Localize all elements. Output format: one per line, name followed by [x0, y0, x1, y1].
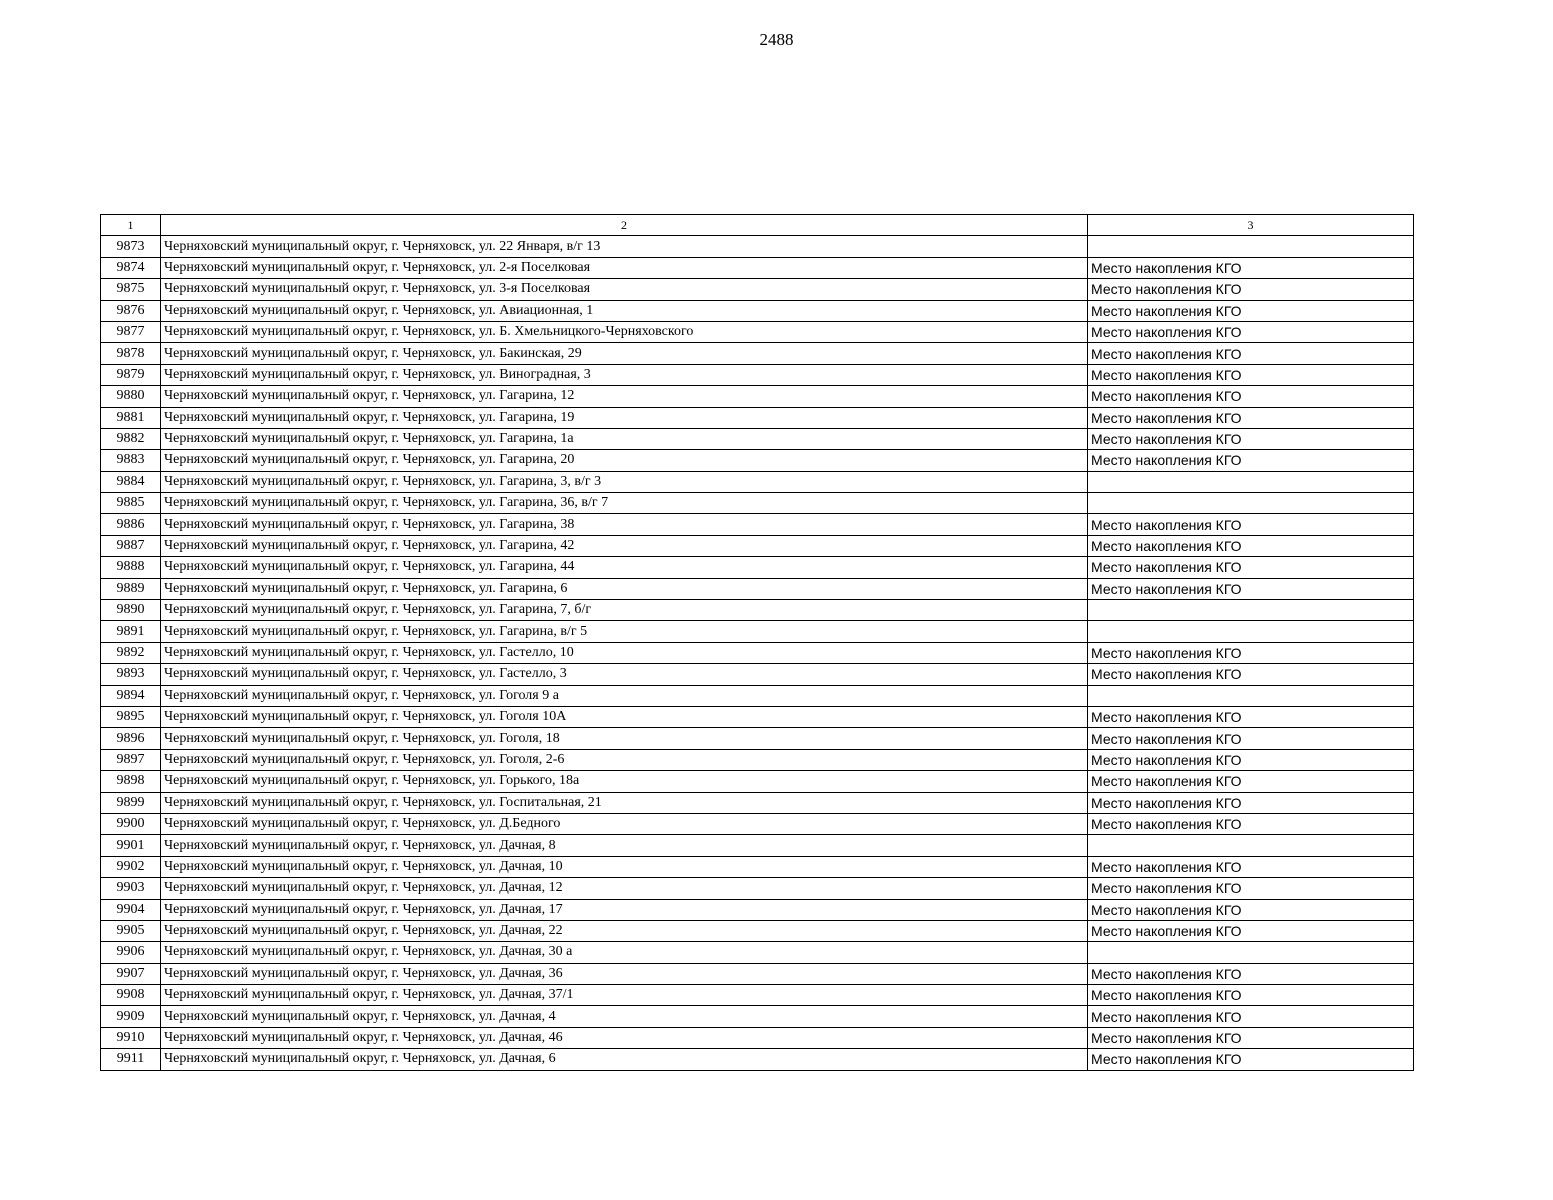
- address-cell: Черняховский муниципальный округ, г. Черняховск, ул. Гоголя, 18: [161, 728, 1088, 749]
- table-row: [101, 664, 1414, 685]
- row-number-cell: 9891: [101, 621, 161, 642]
- address-cell: Черняховский муниципальный округ, г. Черняховск, ул. Б. Хмельницкого-Черняховского: [161, 321, 1088, 342]
- address-cell: Черняховский муниципальный округ, г. Черняховск, ул. Гастелло, 3: [161, 664, 1088, 685]
- table-row: [101, 557, 1414, 578]
- address-cell: Черняховский муниципальный округ, г. Черняховск, ул. Госпитальная, 21: [161, 792, 1088, 813]
- row-number-cell: 9880: [101, 386, 161, 407]
- type-cell: [1088, 942, 1414, 963]
- row-number-cell: 9899: [101, 792, 161, 813]
- address-cell: Черняховский муниципальный округ, г. Черняховск, ул. Дачная, 36: [161, 963, 1088, 984]
- address-cell: Черняховский муниципальный округ, г. Черняховск, ул. Виноградная, 3: [161, 364, 1088, 385]
- row-number-cell: 9875: [101, 279, 161, 300]
- row-number-cell: 9881: [101, 407, 161, 428]
- type-cell: Место накопления КГО: [1088, 300, 1414, 321]
- row-number-cell: 9884: [101, 471, 161, 492]
- table-row: [101, 792, 1414, 813]
- header-row: [101, 215, 1414, 236]
- table-row: [101, 407, 1414, 428]
- row-number-cell: 9897: [101, 749, 161, 770]
- type-cell: Место накопления КГО: [1088, 1027, 1414, 1048]
- table-row: [101, 493, 1414, 514]
- row-number-cell: 9902: [101, 856, 161, 877]
- address-cell: Черняховский муниципальный округ, г. Черняховск, ул. Гагарина, 3, в/г 3: [161, 471, 1088, 492]
- type-cell: Место накопления КГО: [1088, 321, 1414, 342]
- address-cell: Черняховский муниципальный округ, г. Черняховск, ул. Гагарина, 19: [161, 407, 1088, 428]
- address-cell: Черняховский муниципальный округ, г. Черняховск, ул. Гоголя 9 а: [161, 685, 1088, 706]
- address-cell: Черняховский муниципальный округ, г. Черняховск, ул. Дачная, 12: [161, 878, 1088, 899]
- row-number-cell: 9894: [101, 685, 161, 706]
- address-cell: Черняховский муниципальный округ, г. Черняховск, ул. Гоголя, 2-6: [161, 749, 1088, 770]
- row-number-cell: 9903: [101, 878, 161, 899]
- page-number: 2488: [759, 30, 794, 49]
- type-cell: Место накопления КГО: [1088, 386, 1414, 407]
- table-body: [101, 215, 1414, 1071]
- row-number-cell: 9900: [101, 813, 161, 834]
- address-cell: Черняховский муниципальный округ, г. Черняховск, ул. Гагарина, 1а: [161, 428, 1088, 449]
- table-row: [101, 386, 1414, 407]
- address-cell: Черняховский муниципальный округ, г. Черняховск, ул. Дачная, 4: [161, 1006, 1088, 1027]
- row-number-cell: 9879: [101, 364, 161, 385]
- address-cell: Черняховский муниципальный округ, г. Черняховск, ул. Гагарина, 6: [161, 578, 1088, 599]
- type-cell: [1088, 621, 1414, 642]
- row-number-cell: 9904: [101, 899, 161, 920]
- table-row: [101, 450, 1414, 471]
- type-cell: Место накопления КГО: [1088, 985, 1414, 1006]
- table-row: [101, 985, 1414, 1006]
- row-number-cell: 9901: [101, 835, 161, 856]
- row-number-cell: 9905: [101, 920, 161, 941]
- table-row: [101, 1049, 1414, 1070]
- address-cell: Черняховский муниципальный округ, г. Черняховск, ул. Дачная, 30 а: [161, 942, 1088, 963]
- row-number-cell: 9882: [101, 428, 161, 449]
- row-number-cell: 9907: [101, 963, 161, 984]
- type-cell: Место накопления КГО: [1088, 792, 1414, 813]
- table-row: [101, 813, 1414, 834]
- type-cell: Место накопления КГО: [1088, 642, 1414, 663]
- row-number-cell: 9898: [101, 771, 161, 792]
- type-cell: Место накопления КГО: [1088, 343, 1414, 364]
- row-number-cell: 9909: [101, 1006, 161, 1027]
- row-number-cell: 9888: [101, 557, 161, 578]
- address-cell: Черняховский муниципальный округ, г. Черняховск, ул. Гагарина, 36, в/г 7: [161, 493, 1088, 514]
- table-row: [101, 236, 1414, 257]
- row-number-cell: 9874: [101, 257, 161, 278]
- table-row: [101, 428, 1414, 449]
- row-number-cell: 9877: [101, 321, 161, 342]
- address-cell: Черняховский муниципальный округ, г. Черняховск, ул. Гастелло, 10: [161, 642, 1088, 663]
- address-cell: Черняховский муниципальный округ, г. Черняховск, ул. Д.Бедного: [161, 813, 1088, 834]
- type-cell: Место накопления КГО: [1088, 706, 1414, 727]
- row-number-cell: 9873: [101, 236, 161, 257]
- row-number-cell: 9890: [101, 600, 161, 621]
- address-cell: Черняховский муниципальный округ, г. Черняховск, ул. Бакинская, 29: [161, 343, 1088, 364]
- table-row: [101, 279, 1414, 300]
- row-number-cell: 9878: [101, 343, 161, 364]
- table-row: [101, 920, 1414, 941]
- address-cell: Черняховский муниципальный округ, г. Черняховск, ул. Дачная, 6: [161, 1049, 1088, 1070]
- type-cell: Место накопления КГО: [1088, 407, 1414, 428]
- table-row: [101, 835, 1414, 856]
- table-row: [101, 728, 1414, 749]
- row-number-cell: 9895: [101, 706, 161, 727]
- type-cell: Место накопления КГО: [1088, 279, 1414, 300]
- type-cell: Место накопления КГО: [1088, 856, 1414, 877]
- table-row: [101, 899, 1414, 920]
- table-row: [101, 621, 1414, 642]
- type-cell: [1088, 685, 1414, 706]
- row-number-cell: 9885: [101, 493, 161, 514]
- row-number-cell: 9886: [101, 514, 161, 535]
- address-cell: Черняховский муниципальный округ, г. Черняховск, ул. Дачная, 46: [161, 1027, 1088, 1048]
- type-cell: [1088, 600, 1414, 621]
- type-cell: Место накопления КГО: [1088, 257, 1414, 278]
- row-number-cell: 9887: [101, 535, 161, 556]
- address-cell: Черняховский муниципальный округ, г. Черняховск, ул. Гагарина, 44: [161, 557, 1088, 578]
- type-cell: [1088, 471, 1414, 492]
- row-number-cell: 9908: [101, 985, 161, 1006]
- address-cell: Черняховский муниципальный округ, г. Черняховск, ул. 3-я Поселковая: [161, 279, 1088, 300]
- table-row: [101, 578, 1414, 599]
- table-row: [101, 856, 1414, 877]
- table-row: [101, 300, 1414, 321]
- table-row: [101, 1027, 1414, 1048]
- type-cell: Место накопления КГО: [1088, 920, 1414, 941]
- address-cell: Черняховский муниципальный округ, г. Черняховск, ул. Гагарина, в/г 5: [161, 621, 1088, 642]
- table-row: [101, 642, 1414, 663]
- row-number-cell: 9906: [101, 942, 161, 963]
- address-cell: Черняховский муниципальный округ, г. Черняховск, ул. Дачная, 37/1: [161, 985, 1088, 1006]
- row-number-cell: 9892: [101, 642, 161, 663]
- type-cell: Место накопления КГО: [1088, 899, 1414, 920]
- type-cell: Место накопления КГО: [1088, 728, 1414, 749]
- type-cell: Место накопления КГО: [1088, 771, 1414, 792]
- address-cell: Черняховский муниципальный округ, г. Черняховск, ул. 2-я Поселковая: [161, 257, 1088, 278]
- type-cell: [1088, 835, 1414, 856]
- row-number-cell: 9911: [101, 1049, 161, 1070]
- address-cell: Черняховский муниципальный округ, г. Черняховск, ул. Дачная, 8: [161, 835, 1088, 856]
- table-row: [101, 364, 1414, 385]
- type-cell: Место накопления КГО: [1088, 664, 1414, 685]
- row-number-cell: 9896: [101, 728, 161, 749]
- address-cell: Черняховский муниципальный округ, г. Черняховск, ул. 22 Января, в/г 13: [161, 236, 1088, 257]
- table-row: [101, 706, 1414, 727]
- type-cell: Место накопления КГО: [1088, 963, 1414, 984]
- table-row: [101, 1006, 1414, 1027]
- type-cell: Место накопления КГО: [1088, 578, 1414, 599]
- table-row: [101, 749, 1414, 770]
- type-cell: Место накопления КГО: [1088, 878, 1414, 899]
- address-cell: Черняховский муниципальный округ, г. Черняховск, ул. Гагарина, 12: [161, 386, 1088, 407]
- table-row: [101, 343, 1414, 364]
- address-cell: Черняховский муниципальный округ, г. Черняховск, ул. Гагарина, 7, б/г: [161, 600, 1088, 621]
- address-cell: Черняховский муниципальный округ, г. Черняховск, ул. Гагарина, 20: [161, 450, 1088, 471]
- address-cell: Черняховский муниципальный округ, г. Черняховск, ул. Дачная, 10: [161, 856, 1088, 877]
- row-number-cell: 9889: [101, 578, 161, 599]
- type-cell: Место накопления КГО: [1088, 557, 1414, 578]
- row-number-cell: 9883: [101, 450, 161, 471]
- type-cell: [1088, 493, 1414, 514]
- column-header-2: 2: [161, 215, 1088, 236]
- address-cell: Черняховский муниципальный округ, г. Черняховск, ул. Гагарина, 38: [161, 514, 1088, 535]
- table-row: [101, 257, 1414, 278]
- table-row: [101, 878, 1414, 899]
- address-cell: Черняховский муниципальный округ, г. Черняховск, ул. Дачная, 22: [161, 920, 1088, 941]
- table-row: [101, 942, 1414, 963]
- address-cell: Черняховский муниципальный округ, г. Черняховск, ул. Горького, 18а: [161, 771, 1088, 792]
- row-number-cell: 9893: [101, 664, 161, 685]
- type-cell: [1088, 236, 1414, 257]
- type-cell: Место накопления КГО: [1088, 514, 1414, 535]
- type-cell: Место накопления КГО: [1088, 535, 1414, 556]
- type-cell: Место накопления КГО: [1088, 1006, 1414, 1027]
- table-row: [101, 963, 1414, 984]
- address-cell: Черняховский муниципальный округ, г. Черняховск, ул. Гагарина, 42: [161, 535, 1088, 556]
- table-row: [101, 600, 1414, 621]
- address-cell: Черняховский муниципальный округ, г. Черняховск, ул. Гоголя 10А: [161, 706, 1088, 727]
- table-row: [101, 514, 1414, 535]
- column-header-1: 1: [101, 215, 161, 236]
- type-cell: Место накопления КГО: [1088, 450, 1414, 471]
- column-header-3: 3: [1088, 215, 1414, 236]
- table-row: [101, 321, 1414, 342]
- data-table: [100, 214, 1414, 1071]
- type-cell: Место накопления КГО: [1088, 1049, 1414, 1070]
- table-row: [101, 535, 1414, 556]
- row-number-cell: 9876: [101, 300, 161, 321]
- address-cell: Черняховский муниципальный округ, г. Черняховск, ул. Дачная, 17: [161, 899, 1088, 920]
- type-cell: Место накопления КГО: [1088, 749, 1414, 770]
- type-cell: Место накопления КГО: [1088, 813, 1414, 834]
- table-row: [101, 471, 1414, 492]
- table-row: [101, 685, 1414, 706]
- type-cell: Место накопления КГО: [1088, 364, 1414, 385]
- row-number-cell: 9910: [101, 1027, 161, 1048]
- address-cell: Черняховский муниципальный округ, г. Черняховск, ул. Авиационная, 1: [161, 300, 1088, 321]
- table-row: [101, 771, 1414, 792]
- type-cell: Место накопления КГО: [1088, 428, 1414, 449]
